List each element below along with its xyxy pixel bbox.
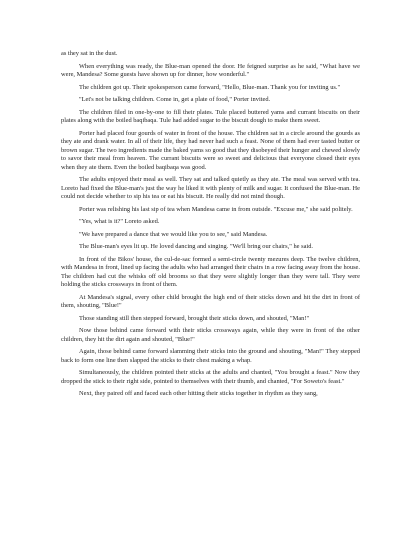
paragraph: The adults enjoyed their meal as well. They sat and talked quietly as they ate. The meal was served with tea. Loreto had fixed the Blue-man's just the way he liked it with plenty of milk and sugar. It confused the Blue-man. He could not decide whether to sip his tea or eat his biscuit. He really did not mind though. bbox=[61, 176, 360, 200]
paragraph: In front of the Bikos' house, the cul-de-sac formed a semi-circle twenty mezures deep. The twelve children, with Mandesa in front, lined up facing the adults who had arranged their chairs in a row facing away from the house. The children had cut the whisks off old brooms so that they were slightly longer than they were tall. They were holding the sticks crossways in front of them. bbox=[61, 255, 360, 288]
paragraph: Porter had placed four gourds of water in front of the house. The children sat in a circle around the gourds as they ate and drank water. In all of their life, they had never had such a feast. None of them had ever tasted butter or brown sugar. The two ingredients made the baked yams so good that they disobeyed their hunger and chewed slowly to savor their meal from heaven. The currant biscuits were so sweet and delicious that everyone closed their eyes when they ate them. Even the boiled baqibaqa was good. bbox=[61, 129, 360, 171]
paragraph: Next, they paired off and faced each other hitting their sticks together in rhythm as they sang, bbox=[79, 390, 318, 397]
paragraph: Now those behind came forward with their sticks crossways again, while they were in front of the other children, they hit the dirt again and shouted, "Blue!" bbox=[61, 327, 360, 343]
paragraph: At Mandesa's signal, every other child brought the high end of their sticks down and hit the dirt in front of them, shouting, "Blue!" bbox=[61, 293, 360, 309]
paragraph: The Blue-man's eyes lit up. He loved dancing and singing. "We'll bring our chairs," he said. bbox=[79, 243, 313, 250]
paragraph: "Yes, what is it?" Loreto asked. bbox=[79, 218, 160, 225]
paragraph: Simultaneously, the children pointed their sticks at the adults and chanted, "You brought a feast." Now they dropped the stick to their right side, pointed to themselves with their thumb, and chanted, "For Soweto's feast." bbox=[61, 369, 360, 385]
paragraph: When everything was ready, the Blue-man opened the door. He feigned surprise as he said, "What have we were, Mandesa? Some guests have shown up for dinner, how wonderful." bbox=[61, 62, 360, 78]
paragraph: Porter was relishing his last sip of tea when Mandesa came in from outside. "Excuse me," she said politely. bbox=[79, 205, 353, 213]
paragraph: as they sat in the dust. bbox=[61, 50, 118, 57]
paragraph: "Let's not be talking children. Come in, get a plate of food," Porter invited. bbox=[79, 96, 271, 103]
paragraph: Those standing still then stepped forward, brought their sticks down, and shouted, "Man!" bbox=[79, 314, 310, 322]
paragraph: Again, those behind came forward slamming their sticks into the ground and shouting, "Man!" They stepped back to form one line then slapped the sticks to their chest making a whap. bbox=[61, 348, 360, 364]
body-text bbox=[61, 50, 360, 403]
paragraph: "We have prepared a dance that we would like you to see," said Mandesa. bbox=[79, 230, 268, 238]
paragraph: The children got up. Their spokesperson came forward, "Hello, Blue-man. Thank you for inviting us." bbox=[79, 83, 341, 91]
paragraph: The children filed in one-by-one to fill their plates. Tule placed buttered yams and currant biscuits on their plates along with the boiled baqibaqa. Tule had added sugar to the biscuit dough to make them sweet. bbox=[61, 108, 360, 124]
